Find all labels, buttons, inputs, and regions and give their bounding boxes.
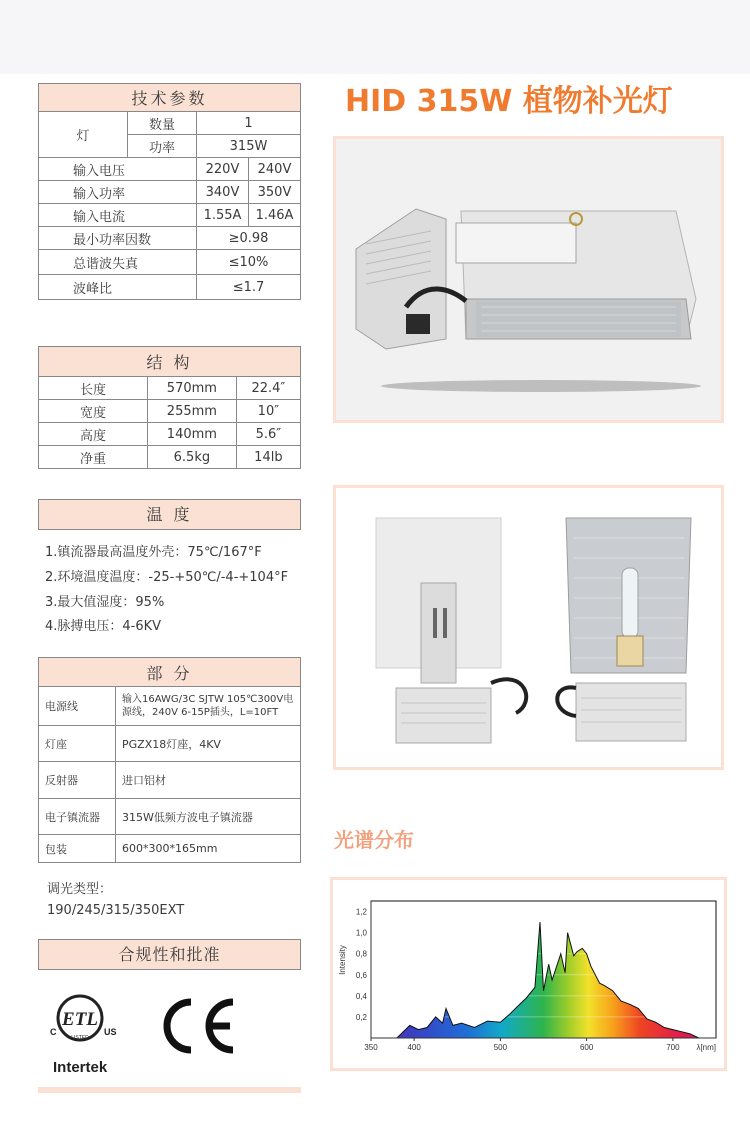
etl-text: ETL xyxy=(62,1009,98,1030)
y-tick-label: 0,4 xyxy=(355,991,367,1001)
footer-bar xyxy=(38,1087,301,1093)
x-tick-label: 700 xyxy=(666,1043,680,1052)
spec-row-v1: 1.55A xyxy=(197,204,249,227)
spec-single-value: ≥0.98 xyxy=(197,227,301,250)
y-tick-label: 1,2 xyxy=(355,907,367,917)
temperature-item: 2.环境温度温度：-25-+50℃/-4-+104°F xyxy=(45,570,289,585)
compliance-header: 合规性和批准 xyxy=(38,939,301,970)
temperature-header: 温 度 xyxy=(38,499,301,530)
x-tick-label: 600 xyxy=(579,1043,594,1052)
spec-row-v2: 1.46A xyxy=(249,204,301,227)
structure-label: 净重 xyxy=(39,446,148,469)
spec-single-value: ≤10% xyxy=(197,250,301,275)
etl-us: US xyxy=(104,1027,117,1037)
qty-value: 1 xyxy=(197,112,301,135)
parts-label: 包装 xyxy=(39,835,116,863)
structure-metric: 140mm xyxy=(148,423,237,446)
spec-row-v1: 220V xyxy=(197,158,249,181)
structure-imperial: 5.6″ xyxy=(236,423,300,446)
structure-metric: 6.5kg xyxy=(148,446,237,469)
parts-label: 灯座 xyxy=(39,726,116,762)
ce-logo xyxy=(155,996,240,1056)
spec-single-value: ≤1.7 xyxy=(197,275,301,300)
dimming-value: 190/245/315/350EXT xyxy=(47,903,185,918)
temperature-item: 1.镇流器最高温度外壳：75℃/167°F xyxy=(45,545,262,560)
ce-c-shape xyxy=(167,1002,191,1050)
x-tick-label: 500 xyxy=(493,1043,508,1052)
x-tick-label: λ[nm] xyxy=(696,1043,716,1052)
product-photo-frame-1 xyxy=(333,136,724,423)
top-banner xyxy=(0,0,750,74)
parts-label: 反射器 xyxy=(39,762,116,799)
dimming-label: 调光类型： xyxy=(47,882,113,897)
structure-table xyxy=(38,346,301,469)
spec-row-label: 输入电压 xyxy=(39,158,197,181)
power-value: 315W xyxy=(197,135,301,158)
structure-imperial: 10″ xyxy=(236,400,300,423)
y-tick-label: 0,2 xyxy=(355,1012,367,1022)
y-tick-label: 1,0 xyxy=(355,928,367,938)
etl-c: C xyxy=(50,1027,57,1037)
structure-imperial: 14lb xyxy=(236,446,300,469)
parts-value: 315W低频方波电子镇流器 xyxy=(116,799,301,835)
lamp-label: 灯 xyxy=(39,112,128,158)
y-tick-label: 0,8 xyxy=(355,949,367,959)
structure-label: 宽度 xyxy=(39,400,148,423)
page-title: HID 315W 植物补光灯 xyxy=(345,84,673,119)
spec-single-label: 最小功率因数 xyxy=(39,227,197,250)
spec-row-v1: 340V xyxy=(197,181,249,204)
structure-header: 结 构 xyxy=(39,347,301,377)
y-axis-label: Intensity xyxy=(338,945,347,975)
parts-value: 600*300*165mm xyxy=(116,835,301,863)
spectrum-chart-frame xyxy=(330,877,727,1071)
spec-single-label: 波峰比 xyxy=(39,275,197,300)
structure-label: 长度 xyxy=(39,377,148,400)
spec-row-label: 输入电流 xyxy=(39,204,197,227)
parts-label: 电源线 xyxy=(39,687,116,726)
structure-metric: 570mm xyxy=(148,377,237,400)
spec-row-v2: 350V xyxy=(249,181,301,204)
etl-logo xyxy=(42,988,122,1076)
spectrum-chart xyxy=(333,880,724,1068)
qty-label: 数量 xyxy=(128,112,197,135)
power-label: 功率 xyxy=(128,135,197,158)
spectrum-title: 光谱分布 xyxy=(334,828,414,852)
spec-single-label: 总谐波失真 xyxy=(39,250,197,275)
structure-metric: 255mm xyxy=(148,400,237,423)
parts-value: 输入16AWG/3C SJTW 105℃300V电源线，240V 6-15P插头，L=10FT xyxy=(116,687,301,726)
temperature-item: 3.最大值湿度：95% xyxy=(45,595,165,610)
parts-value: 进口铝材 xyxy=(116,762,301,799)
lamp-reflector-photo xyxy=(336,139,721,420)
temperature-item: 4.脉搏电压：4-6KV xyxy=(45,619,162,634)
spec-row-label: 输入功率 xyxy=(39,181,197,204)
parts-label: 电子镇流器 xyxy=(39,799,116,835)
x-tick-label: 350 xyxy=(364,1043,378,1052)
y-tick-label: 0,6 xyxy=(355,970,367,980)
spec-row-v2: 240V xyxy=(249,158,301,181)
parts-table xyxy=(38,657,301,863)
structure-imperial: 22.4″ xyxy=(236,377,300,400)
etl-listed: LISTED xyxy=(71,1035,89,1041)
spec-header: 技术参数 xyxy=(39,84,301,112)
product-photo-frame-2 xyxy=(333,485,724,770)
structure-label: 高度 xyxy=(39,423,148,446)
lamp-side-photos xyxy=(336,488,721,767)
parts-value: PGZX18灯座，4KV xyxy=(116,726,301,762)
parts-header: 部 分 xyxy=(39,658,301,687)
intertek-text: Intertek xyxy=(53,1059,108,1076)
spec-table xyxy=(38,83,301,300)
x-tick-label: 400 xyxy=(407,1043,421,1052)
